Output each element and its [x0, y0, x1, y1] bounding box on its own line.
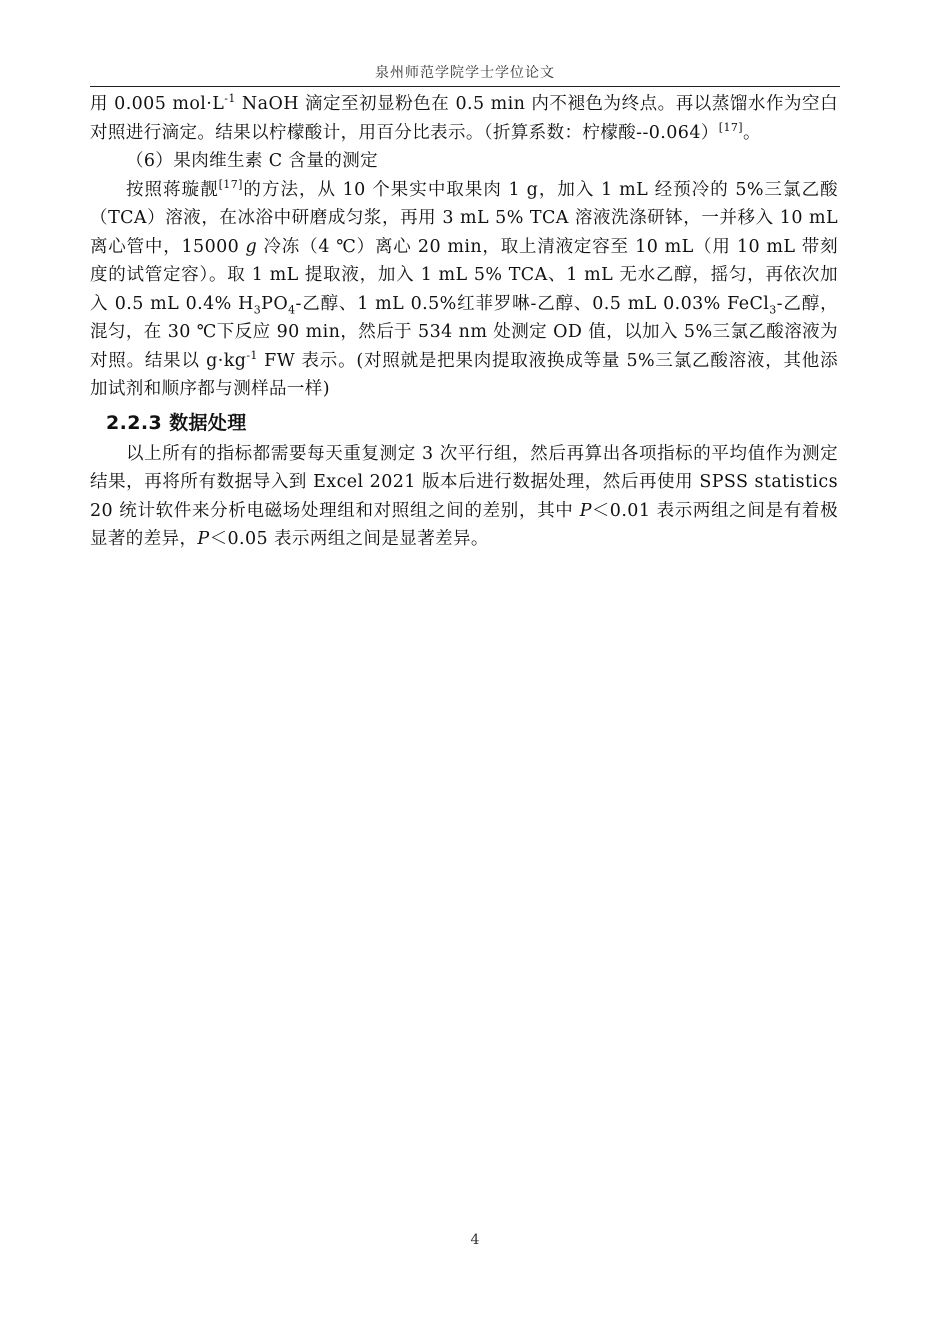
italic-symbol: P [579, 500, 592, 521]
citation: [17] [218, 177, 243, 191]
header-rule [90, 86, 840, 87]
text-run: 。 [742, 122, 761, 143]
paragraph-data-processing [90, 440, 838, 554]
italic-symbol: g [245, 236, 258, 257]
text-run: -乙醇，混匀，在 30 ℃下反应 90 min，然后于 534 nm 处测定 OD 值，以加入 5%三氯乙酸溶液为对照。结果以 g·kg [90, 293, 838, 371]
superscript: -1 [224, 92, 236, 106]
text-run: NaOH 滴定至初显粉色在 0.5 min 内不褪色为终点。再以蒸馏水作为空白对照进行滴定。结果以柠檬酸计，用百分比表示。（折算系数：柠檬酸--0.064） [90, 94, 838, 143]
paragraph-vitamin-c-method [90, 176, 838, 404]
italic-symbol: P [197, 529, 210, 549]
text-run: ＜0.01 表示两组之间是有着极显著的差异， [90, 500, 838, 549]
page-number: 4 [470, 1232, 480, 1248]
page-content [90, 90, 838, 554]
citation: [17] [718, 120, 743, 134]
subscript: 3 [769, 303, 777, 316]
subscript: 3 [253, 303, 262, 316]
subscript: 4 [288, 303, 296, 316]
text-run: 以上所有的指标都需要每天重复测定 3 次平行组，然后再算出各项指标的平均值作为测定结果，再将所有数据导入到 Excel 2021 版本后进行数据处理，然后再使用 SPSS statistics 20 统计软件来分析电磁场处理组和对照组之间的差别，其中 [90, 443, 838, 521]
section-heading-data-processing: 2.2.3 数据处理 [106, 411, 247, 434]
text-run: FW 表示。(对照就是把果肉提取液换成等量 5%三氯乙酸溶液，其他添加试剂和顺序都与测样品一样) [90, 350, 838, 399]
text-run: 的方法，从 10 个果实中取果肉 1 g，加入 1 mL 经预冷的 5%三氯乙酸（TCA）溶液，在冰浴中研磨成匀浆，再用 3 mL 5% TCA 溶液洗涤研钵，一并移入 10 mL 离心管中，15000 [90, 179, 839, 257]
page-header: 泉州师范学院学士学位论文 [375, 65, 555, 81]
paragraph-titration [90, 90, 838, 147]
subsection-title-vitamin-c: （6）果肉维生素 C 含量的测定 [126, 151, 379, 171]
text-run: 冷冻（4 ℃）离心 20 min，取上清液定容至 10 mL（用 10 mL 带刻度的试管定容）。取 1 mL 提取液，加入 1 mL 5% TCA、1 mL 无水乙醇，摇匀，再依次加入 0.5 mL 0.4% H [90, 236, 838, 314]
text-run: 用 0.005 mol·L [90, 94, 225, 114]
superscript: -1 [246, 348, 258, 362]
text-run: -乙醇、1 mL 0.5%红菲罗啉-乙醇、0.5 mL 0.03% FeCl [295, 293, 770, 314]
text-run: PO [261, 293, 289, 314]
text-run: ＜0.05 表示两组之间是显著差异。 [209, 529, 489, 549]
text-run: 按照蒋璇靓 [126, 179, 219, 200]
